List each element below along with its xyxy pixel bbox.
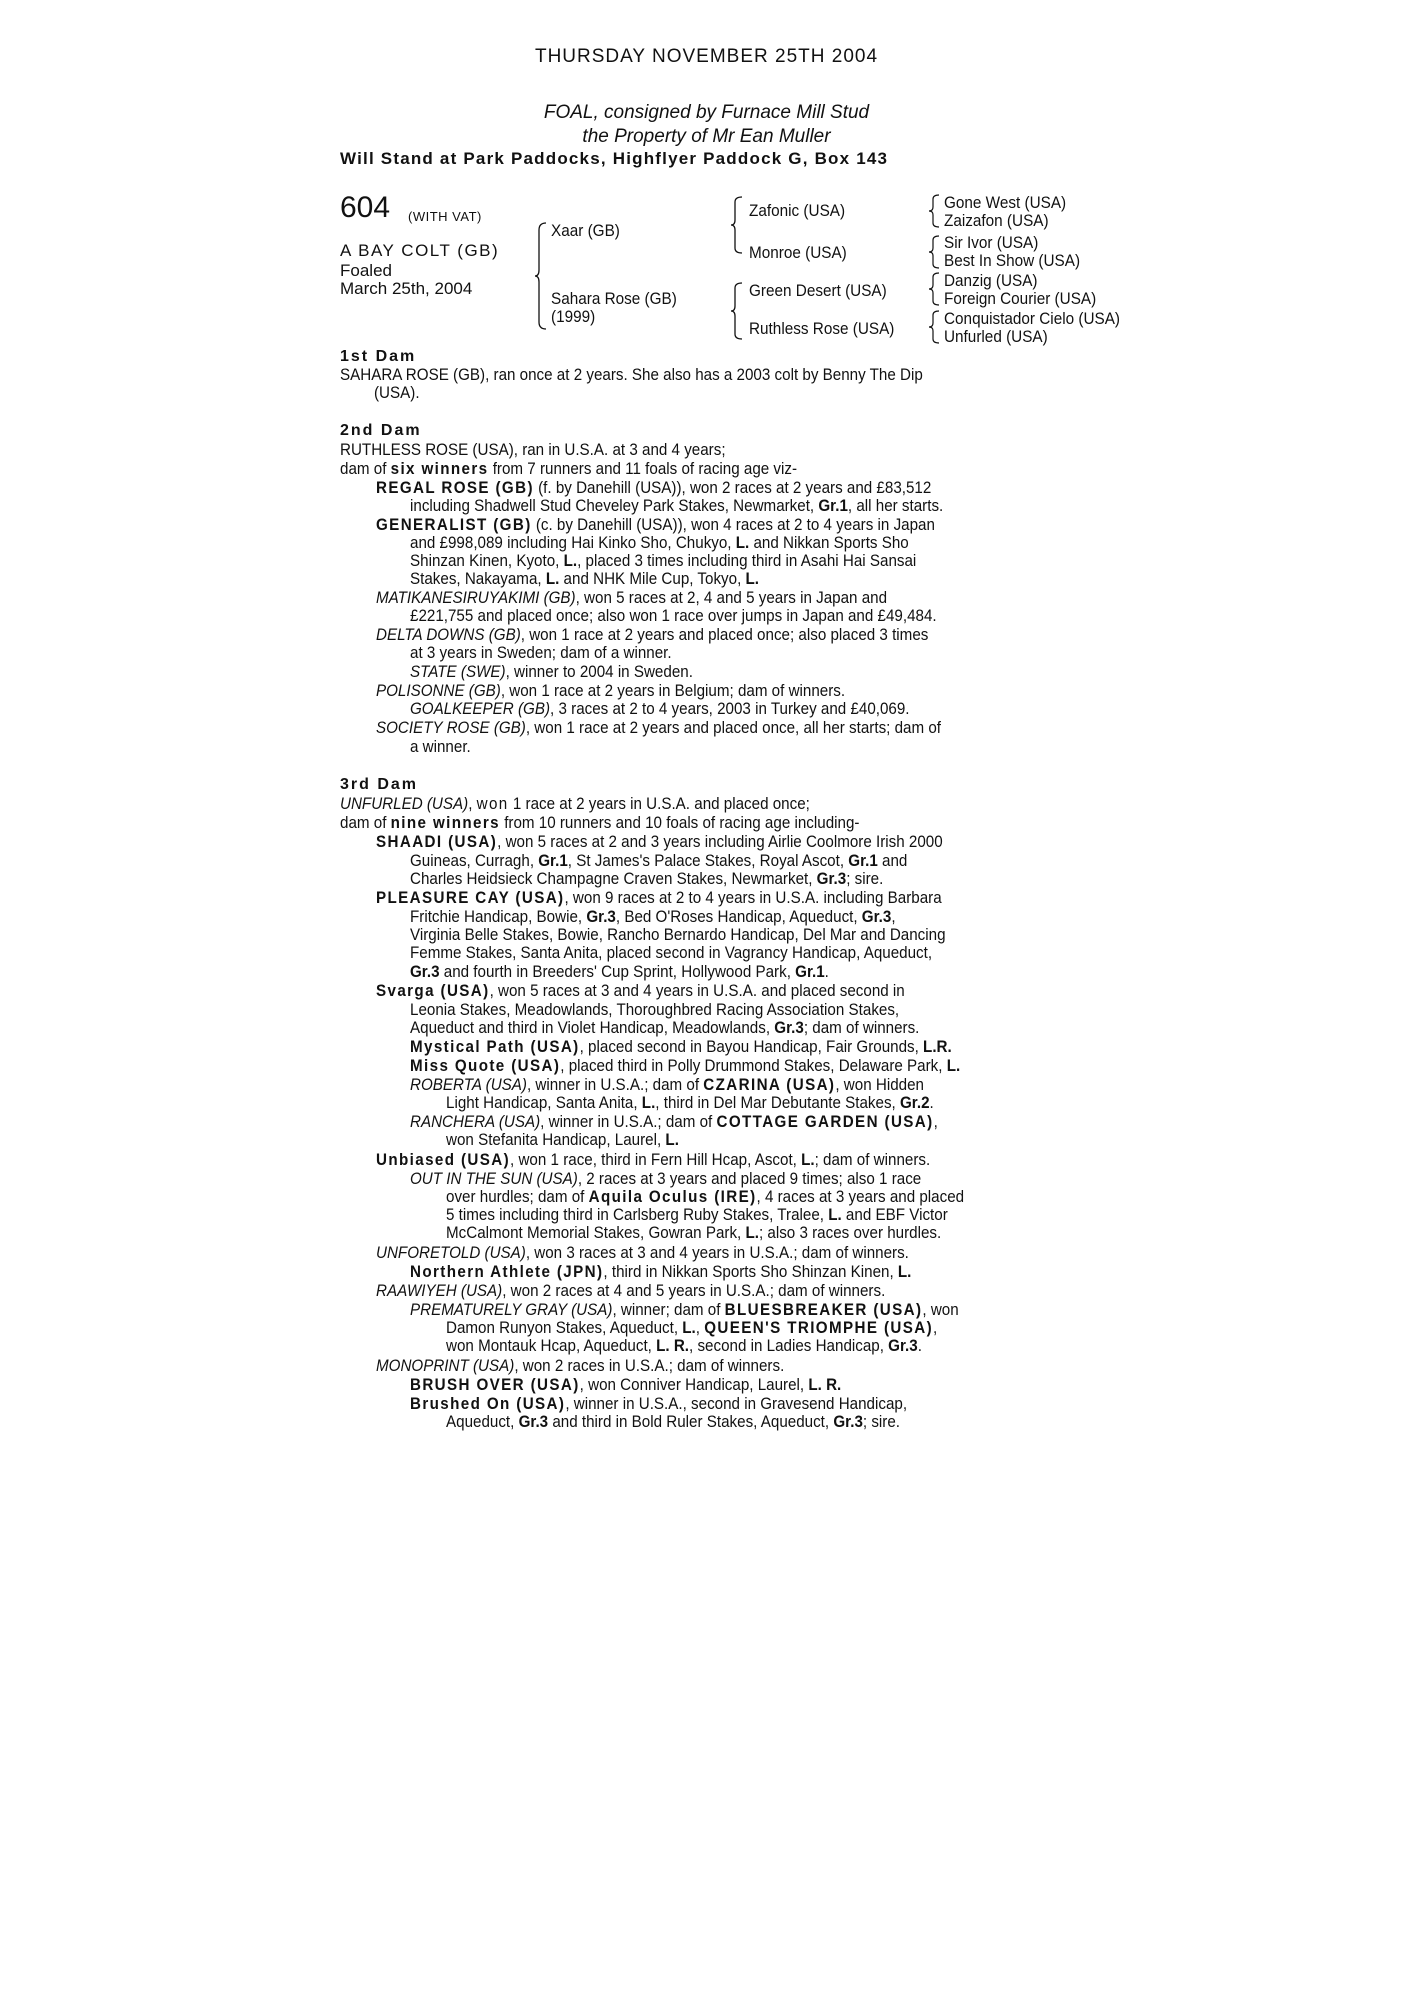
delta-downs-line-2: at 3 years in Sweden; dam of a winner. — [410, 644, 672, 662]
second-dam-heading: 2nd Dam — [340, 422, 422, 439]
pleasure-cay-line-3: Virginia Belle Stakes, Bowie, Rancho Bernardo Handicap, Del Mar and Dancing — [410, 926, 946, 944]
lot-description: A BAY COLT (GB) — [340, 241, 500, 260]
roberta-line-1: ROBERTA (USA), winner in U.S.A.; dam of CZARINA (USA), won Hidden — [410, 1076, 924, 1094]
property-line: the Property of Mr Ean Muller — [582, 126, 831, 147]
brushed-on-line-2: Aqueduct, Gr.3 and third in Bold Ruler Stakes, Aqueduct, Gr.3; sire. — [446, 1413, 901, 1431]
unforetold-line: UNFORETOLD (USA), won 3 races at 3 and 4 years in U.S.A.; dam of winners. — [376, 1244, 909, 1262]
shaadi-line-3: Charles Heidsieck Champagne Craven Stakes, Newmarket, Gr.3; sire. — [410, 870, 884, 888]
society-rose-line-2: a winner. — [410, 738, 471, 756]
polisonne-line: POLISONNE (GB), won 1 race at 2 years in Belgium; dam of winners. — [376, 682, 846, 700]
generalist-line-4: Stakes, Nakayama, L. and NHK Mile Cup, Tokyo, L. — [410, 570, 760, 588]
dam: Sahara Rose (GB) — [551, 289, 677, 308]
third-dam-heading: 3rd Dam — [340, 776, 419, 793]
out-in-the-sun-line-1: OUT IN THE SUN (USA), 2 races at 3 years and placed 9 times; also 1 race — [410, 1170, 922, 1188]
svarga-line-2: Leonia Stakes, Meadowlands, Thoroughbred Racing Association Stakes, — [410, 1001, 900, 1019]
ggs-1: Gone West (USA) — [944, 193, 1067, 212]
dam-dam: Ruthless Rose (USA) — [749, 319, 895, 338]
roberta-line-2: Light Handicap, Santa Anita, L., third in Del Mar Debutante Stakes, Gr.2. — [446, 1094, 934, 1112]
delta-downs-line-1: DELTA DOWNS (GB), won 1 race at 2 years and placed once; also placed 3 times — [376, 626, 929, 644]
out-in-the-sun-line-4: McCalmont Memorial Stakes, Gowran Park, L.; also 3 races over hurdles. — [446, 1224, 942, 1242]
pleasure-cay-line-5: Gr.3 and fourth in Breeders' Cup Sprint, Hollywood Park, Gr.1. — [410, 963, 829, 981]
second-dam-intro-1: RUTHLESS ROSE (USA), ran in U.S.A. at 3 and 4 years; — [340, 441, 726, 459]
pedigree-brace-sire — [730, 196, 744, 254]
prematurely-gray-line-2: Damon Runyon Stakes, Aqueduct, L., QUEEN'S TRIOMPHE (USA), — [446, 1319, 938, 1337]
state-line: STATE (SWE), winner to 2004 in Sweden. — [410, 663, 693, 681]
matikane-line-2: £221,755 and placed once; also won 1 race over jumps in Japan and £49,484. — [410, 607, 937, 625]
ranchera-line-1: RANCHERA (USA), winner in U.S.A.; dam of COTTAGE GARDEN (USA), — [410, 1113, 938, 1131]
pleasure-cay-line-2: Fritchie Handicap, Bowie, Gr.3, Bed O'Roses Handicap, Aqueduct, Gr.3, — [410, 908, 896, 926]
vat-note: (WITH VAT) — [408, 209, 482, 224]
ranchera-line-2: won Stefanita Handicap, Laurel, L. — [446, 1131, 679, 1149]
ggs-3: Danzig (USA) — [944, 271, 1038, 290]
sire: Xaar (GB) — [551, 221, 620, 240]
lot-number: 604 — [340, 191, 391, 224]
dam-year: (1999) — [551, 307, 596, 326]
ggs-2: Sir Ivor (USA) — [944, 233, 1039, 252]
miss-quote-line: Miss Quote (USA), placed third in Polly Drummond Stakes, Delaware Park, L. — [410, 1057, 961, 1075]
out-in-the-sun-line-2: over hurdles; dam of Aquila Oculus (IRE), 4 races at 3 years and placed — [446, 1188, 965, 1206]
ggs-4: Conquistador Cielo (USA) — [944, 309, 1121, 328]
first-dam-line-1: SAHARA ROSE (GB), ran once at 2 years. She also has a 2003 colt by Benny The Dip — [340, 366, 923, 384]
northern-athlete-line: Northern Athlete (JPN), third in Nikkan Sports Sho Shinzan Kinen, L. — [410, 1263, 912, 1281]
brushed-on-line-1: Brushed On (USA), winner in U.S.A., second in Gravesend Handicap, — [410, 1395, 908, 1413]
prematurely-gray-line-1: PREMATURELY GRAY (USA), winner; dam of BLUESBREAKER (USA), won — [410, 1301, 959, 1319]
ggd-2: Best In Show (USA) — [944, 251, 1081, 270]
generalist-line-1: GENERALIST (GB) (c. by Danehill (USA)), won 4 races at 2 to 4 years in Japan — [376, 516, 935, 534]
out-in-the-sun-line-3: 5 times including third in Carlsberg Ruby Stakes, Tralee, L. and EBF Victor — [446, 1206, 948, 1224]
foaled-label: Foaled — [340, 261, 392, 280]
pedigree-brace-dd — [928, 310, 940, 344]
regal-rose-line-2: including Shadwell Stud Cheveley Park Stakes, Newmarket, Gr.1, all her starts. — [410, 497, 944, 515]
generalist-line-2: and £998,089 including Hai Kinko Sho, Chukyo, L. and Nikkan Sports Sho — [410, 534, 909, 552]
sale-date: THURSDAY NOVEMBER 25TH 2004 — [534, 46, 879, 67]
pedigree-brace-dam — [730, 282, 744, 340]
stand-location: Will Stand at Park Paddocks, Highflyer Paddock G, Box 143 — [340, 149, 889, 168]
generalist-line-3: Shinzan Kinen, Kyoto, L., placed 3 times including third in Asahi Hai Sansai — [410, 552, 917, 570]
ggd-4: Unfurled (USA) — [944, 327, 1048, 346]
raawiyeh-line: RAAWIYEH (USA), won 2 races at 4 and 5 years in U.S.A.; dam of winners. — [376, 1282, 886, 1300]
pleasure-cay-line-1: PLEASURE CAY (USA), won 9 races at 2 to 4 years in U.S.A. including Barbara — [376, 889, 942, 907]
dam-sire: Green Desert (USA) — [749, 281, 887, 300]
foaled-date: March 25th, 2004 — [340, 279, 473, 298]
pedigree-brace-main — [534, 222, 548, 330]
pleasure-cay-line-4: Femme Stakes, Santa Anita, placed second in Vagrancy Handicap, Aqueduct, — [410, 944, 933, 962]
pedigree-brace-ss — [928, 194, 940, 228]
consignor-line: FOAL, consigned by Furnace Mill Stud — [543, 102, 870, 123]
shaadi-line-2: Guineas, Curragh, Gr.1, St James's Palace Stakes, Royal Ascot, Gr.1 and — [410, 852, 908, 870]
first-dam-heading: 1st Dam — [340, 348, 417, 365]
pedigree-brace-sd — [928, 235, 940, 269]
prematurely-gray-line-3: won Montauk Hcap, Aqueduct, L. R., second in Ladies Handicap, Gr.3. — [446, 1337, 922, 1355]
sire-sire: Zafonic (USA) — [749, 201, 846, 220]
shaadi-line-1: SHAADI (USA), won 5 races at 2 and 3 years including Airlie Coolmore Irish 2000 — [376, 833, 943, 851]
second-dam-intro-2: dam of six winners from 7 runners and 11 foals of racing age viz- — [340, 460, 798, 478]
svarga-line-3: Aqueduct and third in Violet Handicap, Meadowlands, Gr.3; dam of winners. — [410, 1019, 920, 1037]
ggd-1: Zaizafon (USA) — [944, 211, 1049, 230]
pedigree-brace-ds — [928, 272, 940, 306]
brush-over-line: BRUSH OVER (USA), won Conniver Handicap, Laurel, L. R. — [410, 1376, 842, 1394]
third-dam-intro-2: dam of nine winners from 10 runners and 10 foals of racing age including- — [340, 814, 860, 832]
svarga-line-1: Svarga (USA), won 5 races at 3 and 4 years in U.S.A. and placed second in — [376, 982, 905, 1000]
first-dam-line-2: (USA). — [374, 384, 420, 402]
unbiased-line: Unbiased (USA), won 1 race, third in Fern Hill Hcap, Ascot, L.; dam of winners. — [376, 1151, 931, 1169]
society-rose-line-1: SOCIETY ROSE (GB), won 1 race at 2 years and placed once, all her starts; dam of — [376, 719, 942, 737]
mystical-path-line: Mystical Path (USA), placed second in Bayou Handicap, Fair Grounds, L.R. — [410, 1038, 952, 1056]
monoprint-line: MONOPRINT (USA), won 2 races in U.S.A.; dam of winners. — [376, 1357, 785, 1375]
goalkeeper-line: GOALKEEPER (GB), 3 races at 2 to 4 years, 2003 in Turkey and £40,069. — [410, 700, 910, 718]
third-dam-intro-1: UNFURLED (USA), won 1 race at 2 years in U.S.A. and placed once; — [340, 795, 810, 813]
ggd-3: Foreign Courier (USA) — [944, 289, 1097, 308]
matikane-line-1: MATIKANESIRUYAKIMI (GB), won 5 races at 2, 4 and 5 years in Japan and — [376, 589, 888, 607]
regal-rose-line-1: REGAL ROSE (GB) (f. by Danehill (USA)), won 2 races at 2 years and £83,512 — [376, 479, 932, 497]
sire-dam: Monroe (USA) — [749, 243, 847, 262]
